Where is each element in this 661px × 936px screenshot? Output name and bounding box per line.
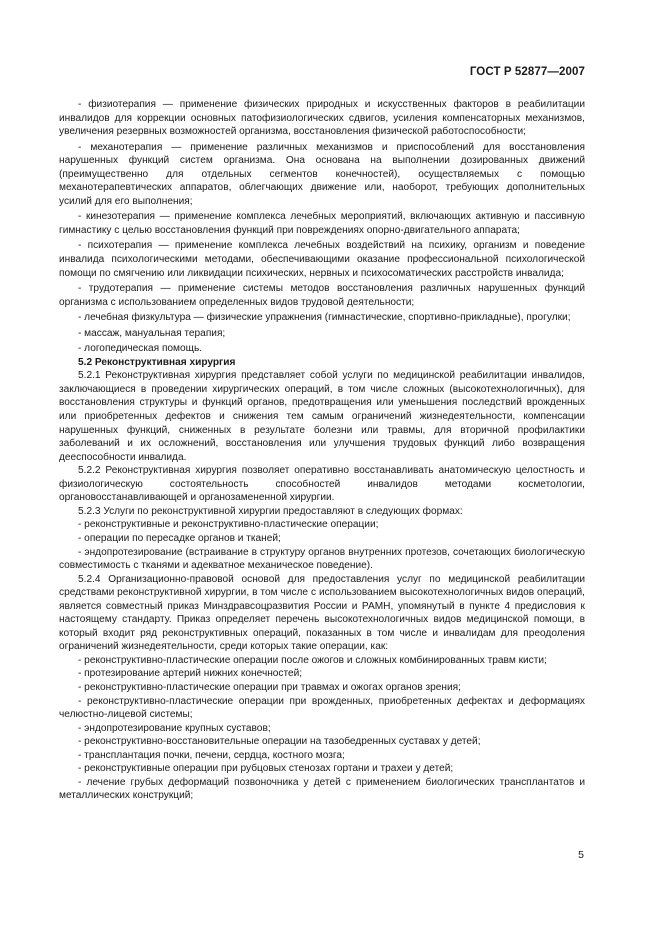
list-item: - логопедическая помощь.: [78, 343, 203, 355]
list-item: - реконструктивно-пластические операции при врожденных, приобретенных дефектах и деформациях челюстно-лицевой системы;: [59, 695, 585, 721]
list-item: - реконструктивно-пластические операции при травмах и ожогах органов зрения;: [78, 681, 461, 693]
list-item: - физиотерапия — применение физических природных и искусственных факторов в реабилитации инвалидов для коррекции основных патофизиологических сдвигов, усиления компенсаторных механизмов, увеличения резервных возможностей организма, восстановления физической работоспособности;: [59, 99, 585, 138]
paragraph-5-2-4: 5.2.4 Организационно-правовой основой для предоставления услуг по медицинской реабилитации средствами реконструктивной хирургии, в том числе с использованием высокотехнологичных видов операций, является совместный приказ Минздравсоцразвития России и РАМН, упомянутый в пункте 4 предисловия к настоящему стандарту. Приказ определяет перечень высокотехнологичных видов медицинской помощи, в который входит ряд реконструктивных операций, показанных в том числе и инвалидам для преодоления ограничений жизнедеятельности, среди которых такие операции, как:: [59, 573, 585, 653]
document-body: [59, 96, 585, 803]
paragraph-5-2-3: 5.2.3 Услуги по реконструктивной хирургии предоставляют в следующих формах:: [78, 505, 463, 517]
list-item: - механотерапия — применение различных механизмов и приспособлений для восстановления нарушенных функций систем организма. Она основана на выполнении дозированных движений (преимущественно для отдельных сегментов конечностей), осуществляемых с помощью механотерапевтических аппаратов, облегчающих движение или, наоборот, требующих дополнительных усилий для его выполнения;: [59, 141, 585, 207]
page-number: 5: [578, 849, 584, 861]
list-item: - реконструктивные и реконструктивно-пластические операции;: [78, 519, 379, 531]
list-item: - операции по пересадке органов и тканей;: [78, 532, 281, 544]
section-heading: 5.2 Реконструктивная хирургия: [78, 356, 236, 368]
document-standard-id: ГОСТ Р 52877—2007: [469, 66, 585, 78]
list-item: - лечение грубых деформаций позвоночника у детей с применением биологических трансплантатов и металлических конструкций;: [59, 776, 585, 802]
list-item: - эндопротезирование (встраивание в структуру органов внутренних протезов, сочетающих биологическую совместимость с тканями и адекватное механическое поведение).: [59, 546, 585, 572]
list-item: - лечебная физкультура — физические упражнения (гимнастические, спортивно-прикладные), прогулки;: [78, 312, 571, 324]
list-item: - массаж, мануальная терапия;: [78, 327, 226, 339]
list-item: - реконструктивно-восстановительные операции на тазобедренных суставах у детей;: [78, 736, 481, 748]
list-item: - эндопротезирование крупных суставов;: [78, 722, 271, 734]
paragraph-5-2-2: 5.2.2 Реконструктивная хирургия позволяет оперативно восстанавливать анатомическую целостность и физиологическую состоятельность способностей инвалидов методами косметологии, органовосстанавливающей и органозамененной хирургии.: [59, 465, 585, 504]
list-item: - трудотерапия — применение системы методов восстановления различных нарушенных функций организма с использованием определенных видов трудовой деятельности;: [59, 283, 585, 308]
paragraph-5-2-1: 5.2.1 Реконструктивная хирургия представляет собой услуги по медицинской реабилитации инвалидов, заключающиеся в проведении хирургических операций, в том числе сложных (высокотехнологичных), для восстановления структуры и функций органов, предотвращения или уменьшения последствий врожденных или приобретенных дефектов и снижения тем самым ограничений жизнедеятельности, компенсации нарушенных функций, сниженных в результате болезни или травмы, для вторичной профилактики заболеваний и их осложнений, восстановления или улучшения трудовых функций либо возвращения дееспособности инвалида.: [59, 370, 585, 463]
list-item: - трансплантация почки, печени, сердца, костного мозга;: [78, 749, 345, 761]
list-item: - психотерапия — применение комплекса лечебных воздействий на психику, организм и поведение инвалида психологическими методами, обеспечивающими оказание профессиональной психологической помощи по смягчению или ликвидации психических, нервных и психосоматических расстройств инвалида;: [59, 240, 585, 279]
list-item: - протезирование артерий нижних конечностей;: [78, 668, 303, 680]
list-item: - реконструктивные операции при рубцовых стенозах гортани и трахеи у детей;: [78, 763, 454, 775]
list-item: - реконструктивно-пластические операции после ожогов и сложных комбинированных травм кисти;: [78, 654, 547, 666]
list-item: - кинезотерапия — применение комплекса лечебных мероприятий, включающих активную и пассивную гимнастику с целью восстановления функций при повреждениях опорно-двигательного аппарата;: [59, 211, 585, 236]
